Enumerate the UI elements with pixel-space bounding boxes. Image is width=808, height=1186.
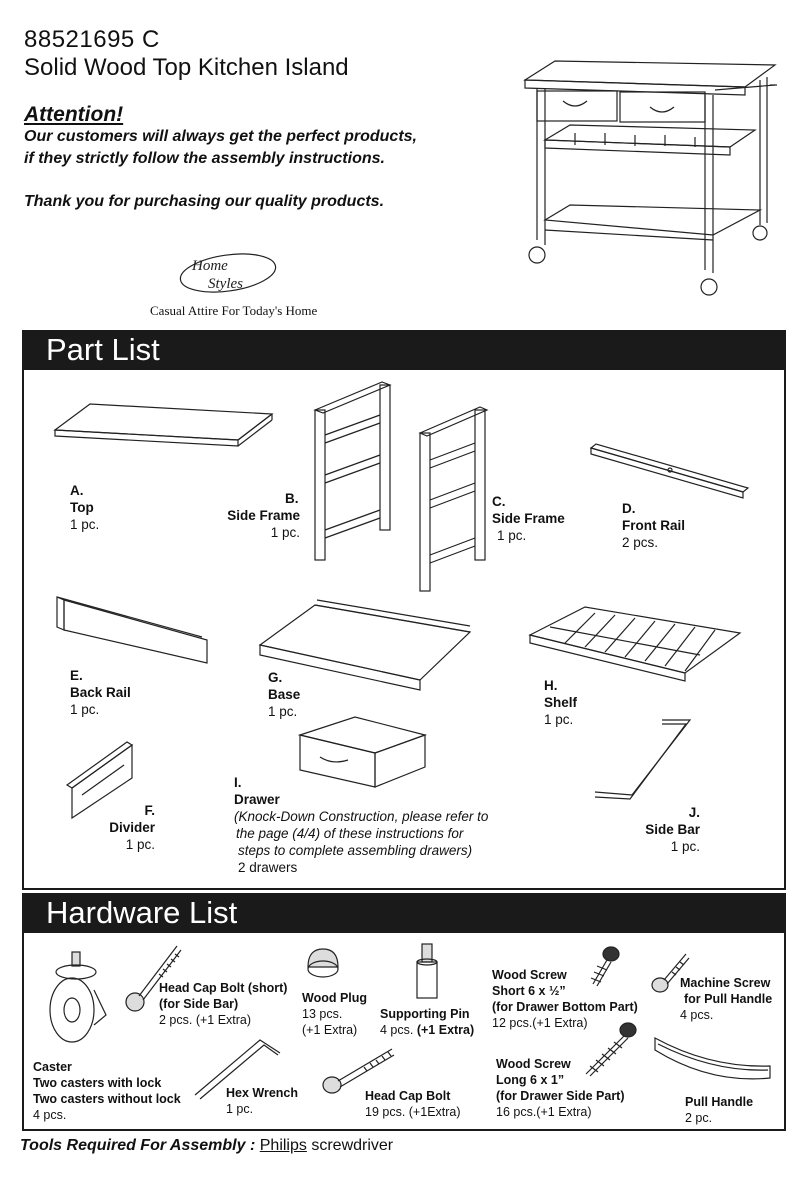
- attention-heading: Attention!: [24, 103, 124, 126]
- pull-handle-icon: [650, 1032, 775, 1087]
- part-a-top-drawing: [50, 402, 275, 447]
- part-e-back-rail-drawing: [52, 595, 212, 665]
- brand-tagline: Casual Attire For Today's Home: [150, 303, 318, 318]
- kitchen-island-illustration: [515, 55, 785, 305]
- part-h-shelf-drawing: [525, 605, 745, 685]
- svg-text:Home: Home: [192, 258, 228, 274]
- attention-line-2: if they strictly follow the assembly instructions.: [24, 150, 385, 167]
- supporting-pin-icon: [412, 942, 442, 1002]
- part-d-label: D. Front Rail 2 pcs.: [622, 501, 685, 550]
- part-j-side-bar-drawing: [590, 715, 700, 800]
- hardware-pull-handle-label: Pull Handle 2 pc.: [685, 1095, 754, 1125]
- part-e-label: E. Back Rail 1 pc.: [70, 668, 131, 717]
- thanks-line: Thank you for purchasing our quality products.: [24, 193, 385, 210]
- hardware-machine-screw-label: Machine Screw for Pull Handle 4 pcs.: [680, 976, 773, 1022]
- part-d-front-rail-drawing: [588, 440, 753, 500]
- part-f-label: F. Divider 1 pc.: [109, 803, 155, 852]
- part-c-label: C. Side Frame 1 pc.: [492, 494, 565, 543]
- hardware-caster-label: Caster Two casters with lock Two casters without lock 4 pcs.: [33, 1060, 181, 1122]
- tool-name: screwdriver: [311, 1137, 394, 1154]
- part-a-label: A. Top 1 pc.: [70, 483, 100, 532]
- part-b-label: B. Side Frame 1 pc.: [227, 491, 300, 540]
- part-b-side-frame-drawing: [310, 380, 395, 565]
- tool-brand: Philips: [259, 1137, 307, 1154]
- wood-plug-icon: [303, 945, 343, 983]
- attention-line-1: Our customers will always get the perfect products,: [24, 128, 417, 145]
- part-list-heading: Part List: [22, 330, 786, 370]
- hardware-list-heading: Hardware List: [22, 893, 786, 933]
- part-c-side-frame-drawing: [415, 405, 490, 595]
- hardware-hex-wrench-label: Hex Wrench 1 pc.: [226, 1086, 299, 1116]
- part-h-label: H. Shelf 1 pc.: [544, 678, 578, 727]
- part-i-label: I. Drawer (Knock-Down Construction, please refer to the page (4/4) of these instructions for steps to complete assembling drawers) 2 drawers: [234, 775, 489, 875]
- part-j-label: J. Side Bar 1 pc.: [645, 805, 700, 854]
- hardware-head-cap-bolt-short-label: Head Cap Bolt (short) (for Side Bar) 2 pcs. (+1 Extra): [159, 981, 288, 1027]
- svg-text:Styles: Styles: [208, 276, 243, 292]
- hardware-head-cap-bolt-label: Head Cap Bolt 19 pcs. (+1Extra): [365, 1089, 461, 1119]
- hardware-wood-screw-long-label: Wood Screw Long 6 x 1” (for Drawer Side Part) 16 pcs.(+1 Extra): [496, 1057, 625, 1119]
- part-g-label: G. Base 1 pc.: [268, 670, 301, 719]
- hardware-wood-screw-short-label: Wood Screw Short 6 x ½” (for Drawer Bottom Part) 12 pcs.(+1 Extra): [492, 968, 638, 1030]
- tools-required: Tools Required For Assembly : Philips screwdriver: [20, 1137, 394, 1154]
- caster-icon: [42, 950, 122, 1050]
- hardware-wood-plug-label: Wood Plug 13 pcs. (+1 Extra): [302, 991, 368, 1037]
- hardware-supporting-pin-label: Supporting Pin 4 pcs. (+1 Extra): [380, 1007, 475, 1037]
- product-title: Solid Wood Top Kitchen Island: [24, 54, 349, 81]
- model-number: 88521695 C: [24, 26, 160, 53]
- home-styles-logo: [178, 248, 288, 298]
